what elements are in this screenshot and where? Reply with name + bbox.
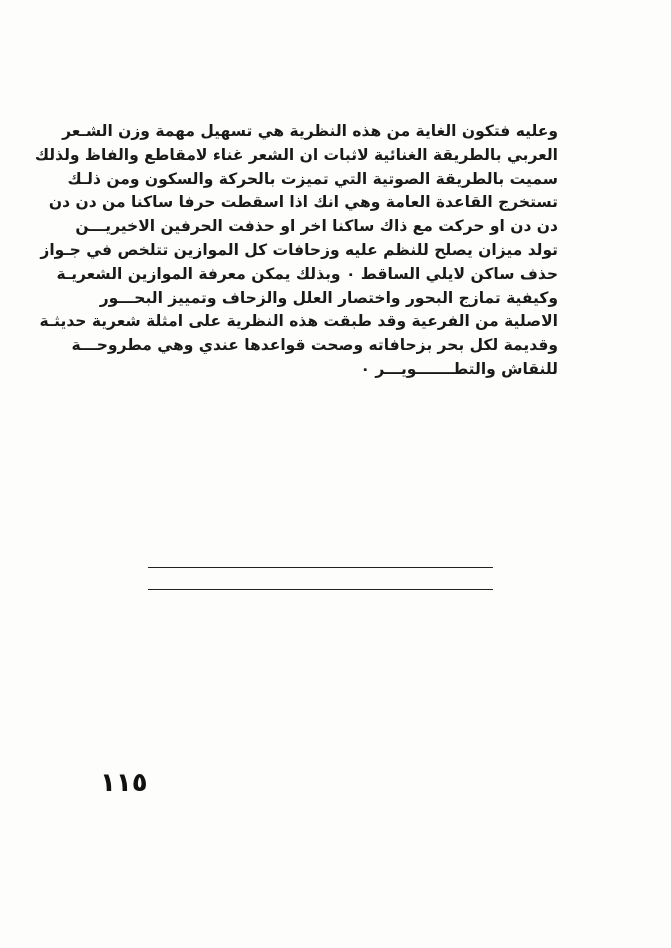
body-paragraph — [34, 120, 558, 382]
text-line: للنقاش والتطـــــــويـــر ٠ — [360, 359, 558, 378]
page-number: ١١٥ — [100, 768, 148, 798]
text-line: تولد ميزان يصلح للنظم عليه وزحافات كل الموازين تتلخص في جـواز — [40, 240, 558, 259]
text-line: حذف ساكن لايلي الساقط ٠ وبذلك يمكن معرفة الموازين الشعريـة — [56, 264, 558, 283]
text-line: سميت بالطريقة الصوتية التي تميزت بالحركة والسكون ومن ذلـك — [67, 169, 558, 188]
text-line: العربي بالطريقة الغنائية لاثبات ان الشعر غناء لامقاطع والفاظ ولذلك — [34, 145, 558, 164]
text-line: وعليه فتكون الغاية من هذه النظرية هي تسهيل مهمة وزن الشـعر — [62, 122, 558, 140]
separator-rule — [148, 567, 493, 568]
text-line: وكيفية تمازج البحور واختصار العلل والزحاف وتمييز البحـــور — [99, 288, 558, 307]
separator-rule — [148, 589, 493, 590]
text-line: وقديمة لكل بحر بزحافاته وصحت قواعدها عندي وهي مطروحـــة — [71, 336, 558, 355]
text-line: دن دن او حركت مع ذاك ساكنا اخر او حذفت الحرفين الاخيريـــن — [75, 217, 558, 236]
text-line: الاصلية من الفرعية وقد طبقت هذه النظرية على امثلة شعرية حديثـة — [39, 312, 558, 331]
text-line: تستخرج القاعدة العامة وهي انك اذا اسقطت حرفا ساكنا من دن دن — [48, 193, 558, 212]
